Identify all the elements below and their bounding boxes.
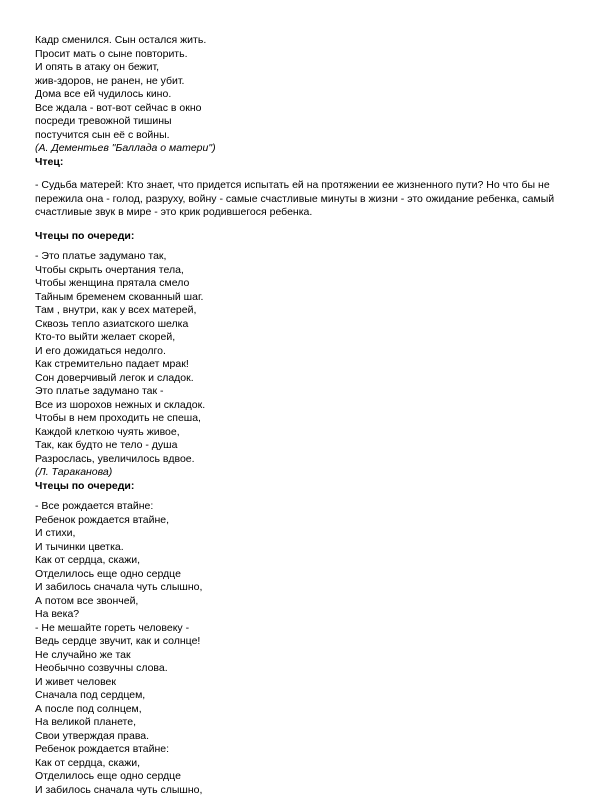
poem-line: - Не мешайте гореть человеку - bbox=[35, 622, 575, 636]
poem-line: Дома все ей чудилось кино. bbox=[35, 88, 575, 102]
document-page bbox=[35, 34, 575, 797]
poem-block-2 bbox=[35, 250, 575, 493]
poem-line: И живет человек bbox=[35, 676, 575, 690]
poem-attribution: (Л. Тараканова) bbox=[35, 466, 575, 480]
poem-line: Сначала под сердцем, bbox=[35, 689, 575, 703]
poem-line: Сквозь тепло азиатского шелка bbox=[35, 318, 575, 332]
poem-line: посреди тревожной тишины bbox=[35, 115, 575, 129]
poem-line: Как от сердца, скажи, bbox=[35, 757, 575, 771]
poem-line: Там , внутри, как у всех матерей, bbox=[35, 304, 575, 318]
poem-line: И забилось сначала чуть слышно, bbox=[35, 784, 575, 797]
poem-block-1 bbox=[35, 34, 575, 169]
poem-line: Необычно созвучны слова. bbox=[35, 662, 575, 676]
poem-line: Ребенок рождается втайне: bbox=[35, 743, 575, 757]
poem-line: Ребенок рождается втайне, bbox=[35, 514, 575, 528]
poem-line: Все ждала - вот-вот сейчас в окно bbox=[35, 102, 575, 116]
poem-line: Чтобы женщина прятала смело bbox=[35, 277, 575, 291]
poem-line: Так, как будто не тело - душа bbox=[35, 439, 575, 453]
section-heading: Чтецы по очереди: bbox=[35, 230, 575, 244]
poem-line: Отделилось еще одно сердце bbox=[35, 568, 575, 582]
section-heading: Чтецы по очереди: bbox=[35, 480, 575, 494]
poem-line: Каждой клеткою чуять живое, bbox=[35, 426, 575, 440]
poem-line: Сон доверчивый легок и сладок. bbox=[35, 372, 575, 386]
poem-line: Тайным бременем скованный шаг. bbox=[35, 291, 575, 305]
poem-line: И тычинки цветка. bbox=[35, 541, 575, 555]
poem-line: - Все рождается втайне: bbox=[35, 500, 575, 514]
poem-line: Как от сердца, скажи, bbox=[35, 554, 575, 568]
section-heading: Чтец: bbox=[35, 156, 575, 170]
poem-line: Ведь сердце звучит, как и солнце! bbox=[35, 635, 575, 649]
poem-line: На века? bbox=[35, 608, 575, 622]
poem-line: жив-здоров, не ранен, не убит. bbox=[35, 75, 575, 89]
poem-block-3 bbox=[35, 500, 575, 797]
poem-line: И забилось сначала чуть слышно, bbox=[35, 581, 575, 595]
poem-line: Кадр сменился. Сын остался жить. bbox=[35, 34, 575, 48]
poem-line: - Это платье задумано так, bbox=[35, 250, 575, 264]
prose-paragraph: - Судьба матерей: Кто знает, что придется испытать ей на протяжении ее жизненного пути? Но что бы не пережила она - голод, разруху, войну - самые счастливые минуты в жизни - это ожидание ребенка, самый счастливые звук в мире - это крик родившегося ребенка. bbox=[35, 179, 575, 220]
poem-line: А после под солнцем, bbox=[35, 703, 575, 717]
poem-line: Не случайно же так bbox=[35, 649, 575, 663]
poem-line: А потом все звончей, bbox=[35, 595, 575, 609]
poem-line: Отделилось еще одно сердце bbox=[35, 770, 575, 784]
poem-line: Чтобы в нем проходить не спеша, bbox=[35, 412, 575, 426]
poem-attribution: (А. Дементьев "Баллада о матери") bbox=[35, 142, 575, 156]
poem-line: Как стремительно падает мрак! bbox=[35, 358, 575, 372]
poem-line: Свои утверждая права. bbox=[35, 730, 575, 744]
poem-line: Чтобы скрыть очертания тела, bbox=[35, 264, 575, 278]
poem-line: Кто-то выйти желает скорей, bbox=[35, 331, 575, 345]
poem-line: Это платье задумано так - bbox=[35, 385, 575, 399]
poem-line: И опять в атаку он бежит, bbox=[35, 61, 575, 75]
poem-line: постучится сын её с войны. bbox=[35, 129, 575, 143]
poem-line: Все из шорохов нежных и складок. bbox=[35, 399, 575, 413]
poem-line: Разрослась, увеличилось вдвое. bbox=[35, 453, 575, 467]
poem-line: И его дожидаться недолго. bbox=[35, 345, 575, 359]
poem-line: И стихи, bbox=[35, 527, 575, 541]
poem-line: На великой планете, bbox=[35, 716, 575, 730]
poem-line: Просит мать о сыне повторить. bbox=[35, 48, 575, 62]
